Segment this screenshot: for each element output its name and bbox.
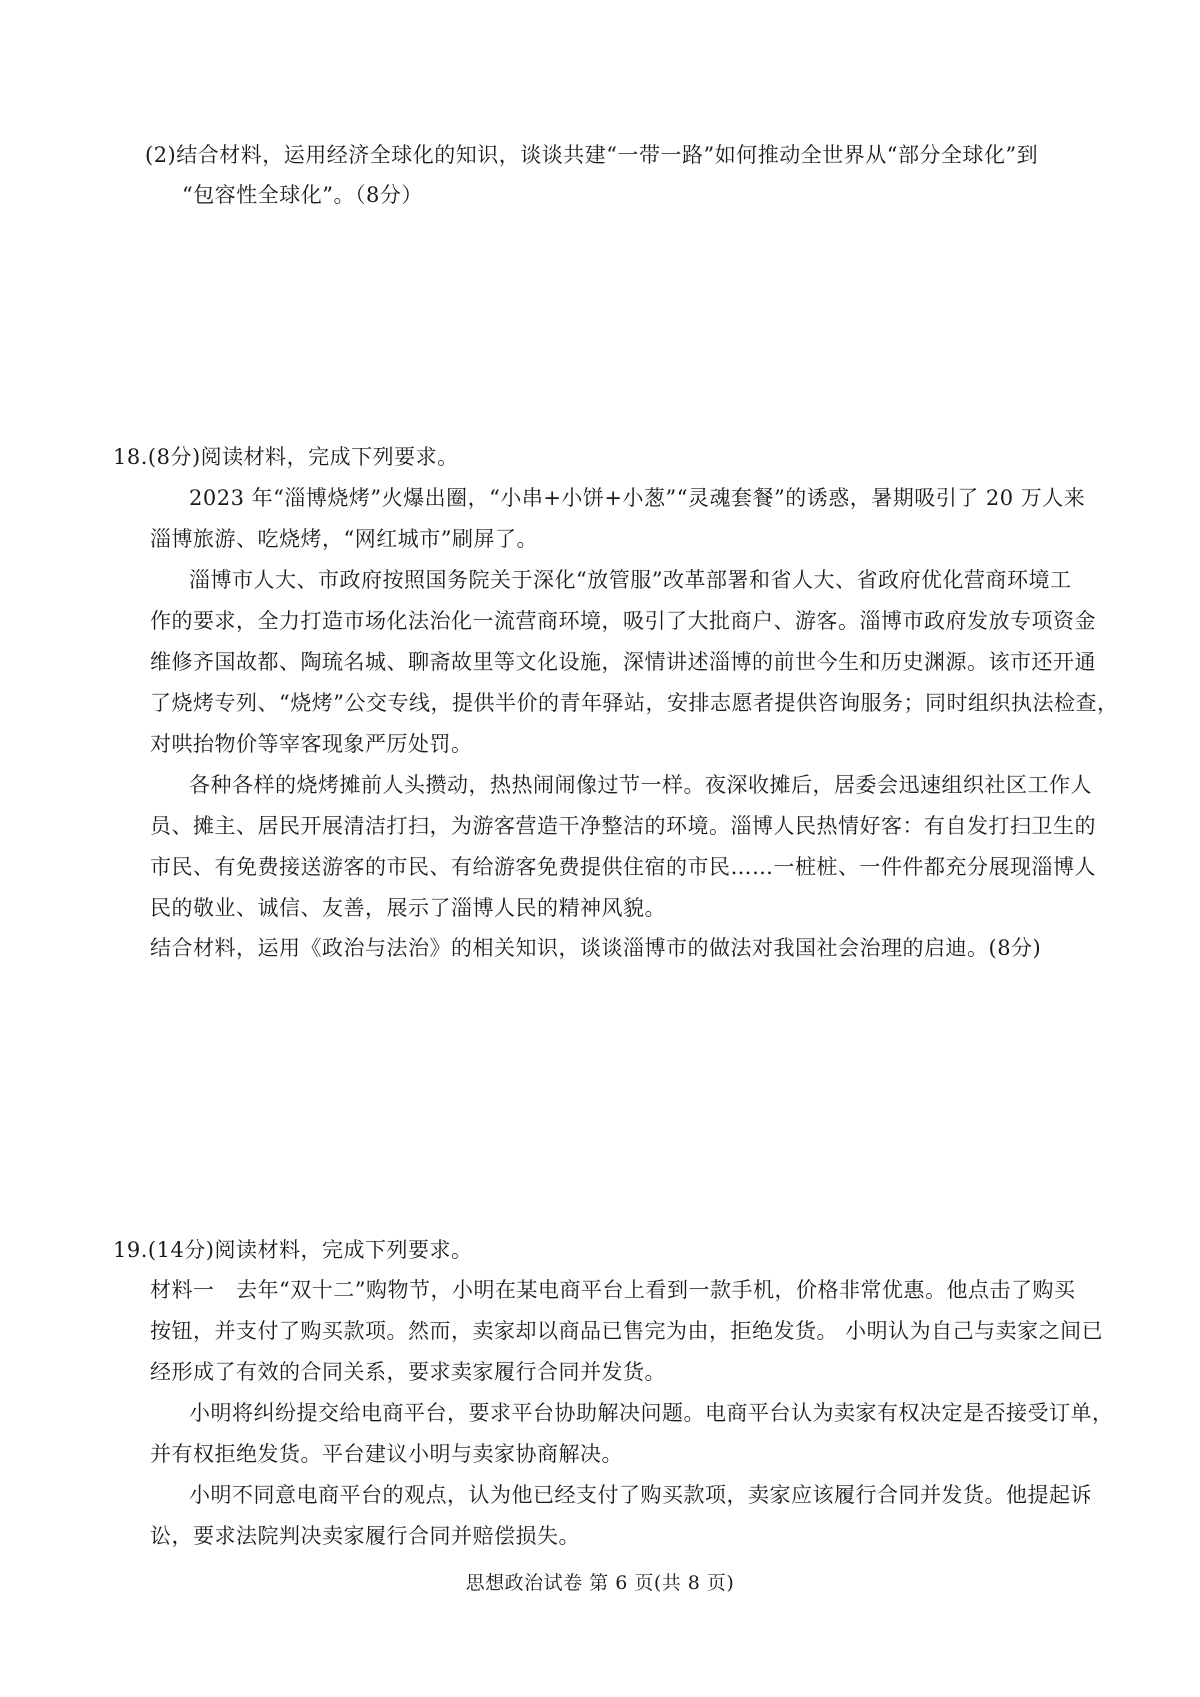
q18-paragraph-2-line-2: 作的要求，全力打造市场化法治化一流营商环境，吸引了大批商户、游客。淄博市政府发放专项资金 <box>150 609 1096 633</box>
q18-paragraph-2-line-1: 淄博市人大、市政府按照国务院关于深化“放管服”改革部署和省人大、省政府优化营商环境工 <box>189 568 1072 592</box>
q17-subquestion-2-line-2: “包容性全球化”。（8分） <box>182 183 423 207</box>
q19-material-1-line-6: 小明不同意电商平台的观点，认为他已经支付了购买款项，卖家应该履行合同并发货。他提起诉 <box>189 1483 1092 1507</box>
q18-paragraph-1-line-1: 2023 年“淄博烧烤”火爆出圈，“小串+小饼+小葱”“灵魂套餐”的诱惑，暑期吸引了 20 万人来 <box>189 486 1086 510</box>
q19-material-1-line-4: 小明将纠纷提交给电商平台，要求平台协助解决问题。电商平台认为卖家有权决定是否接受订单， <box>189 1401 1114 1425</box>
q18-paragraph-2-line-5: 对哄抬物价等宰客现象严厉处罚。 <box>150 732 473 756</box>
q19-material-1-line-5: 并有权拒绝发货。平台建议小明与卖家协商解决。 <box>150 1442 623 1466</box>
q18-task: 结合材料，运用《政治与法治》的相关知识，谈谈淄博市的做法对我国社会治理的启迪。(8分) <box>150 936 1042 960</box>
q18-header: 18.(8分)阅读材料，完成下列要求。 <box>113 445 459 469</box>
q18-paragraph-2-line-4: 了烧烤专列、“烧烤”公交专线，提供半价的青年驿站，安排志愿者提供咨询服务；同时组织执法检查， <box>150 691 1119 715</box>
q19-material-1-line-2: 按钮，并支付了购买款项。然而，卖家却以商品已售完为由，拒绝发货。 小明认为自己与卖家之间已 <box>150 1319 1104 1343</box>
q18-paragraph-3-line-3: 市民、有免费接送游客的市民、有给游客免费提供住宿的市民……一桩桩、一件件都充分展现淄博人 <box>150 855 1096 879</box>
q18-paragraph-1-line-2: 淄博旅游、吃烧烤，“网红城市”刷屏了。 <box>150 527 538 551</box>
q18-paragraph-3-line-4: 民的敬业、诚信、友善，展示了淄博人民的精神风貌。 <box>150 896 666 920</box>
q18-paragraph-3-line-2: 员、摊主、居民开展清洁打扫，为游客营造干净整洁的环境。淄博人民热情好客：有自发打扫卫生的 <box>150 814 1096 838</box>
q19-material-1-line-3: 经形成了有效的合同关系，要求卖家履行合同并发货。 <box>150 1360 666 1384</box>
q18-paragraph-3-line-1: 各种各样的烧烤摊前人头攒动，热热闹闹像过节一样。夜深收摊后，居委会迅速组织社区工作人 <box>189 773 1092 797</box>
q18-paragraph-2-line-3: 维修齐国故都、陶琉名城、聊斋故里等文化设施，深情讲述淄博的前世今生和历史渊源。该市还开通 <box>150 650 1096 674</box>
q19-material-1-line-7: 讼，要求法院判决卖家履行合同并赔偿损失。 <box>150 1524 580 1548</box>
q17-subquestion-2-line-1: (2)结合材料，运用经济全球化的知识，谈谈共建“一带一路”如何推动全世界从“部分全球化”到 <box>145 143 1039 167</box>
q19-header: 19.(14分)阅读材料，完成下列要求。 <box>113 1238 473 1262</box>
q19-material-1-line-1: 材料一 去年“双十二”购物节，小明在某电商平台上看到一款手机，价格非常优惠。他点击了购买 <box>150 1278 1076 1302</box>
page-footer: 思想政治试卷 第 6 页(共 8 页) <box>465 1572 735 1594</box>
